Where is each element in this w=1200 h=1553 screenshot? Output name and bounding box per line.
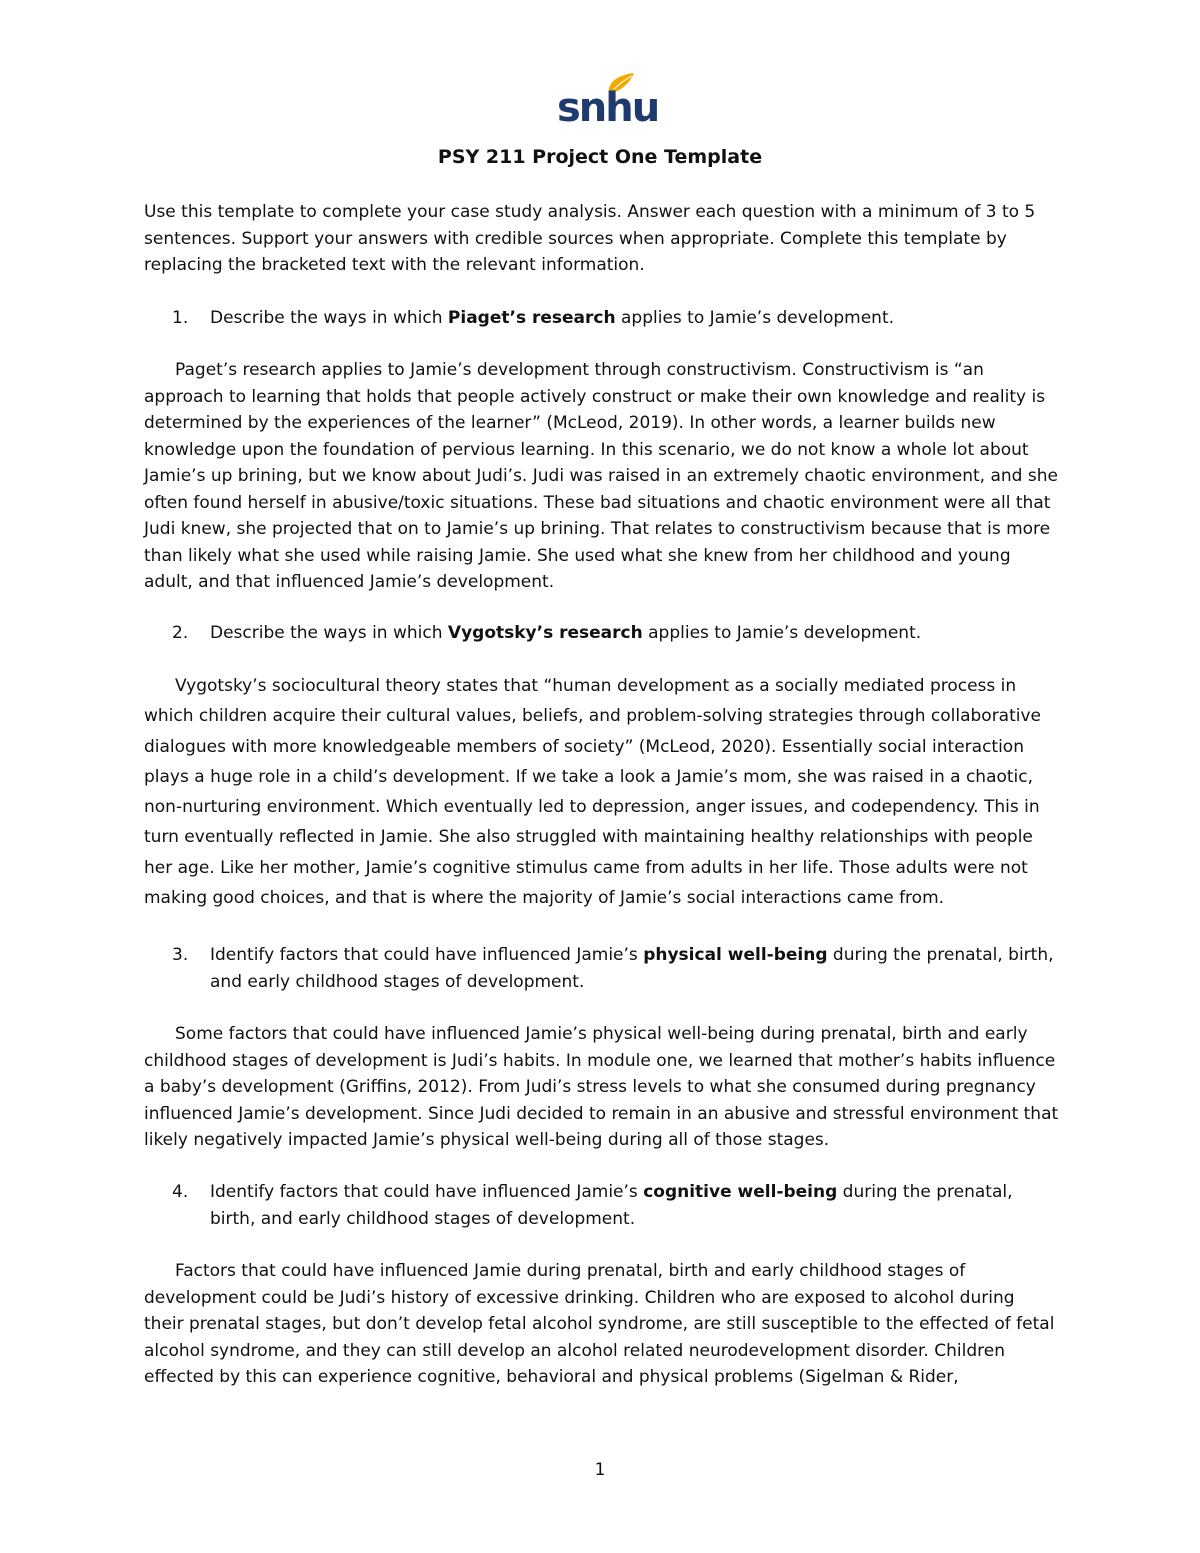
question-keyword: Piaget’s research xyxy=(447,308,616,328)
answer-2: Vygotsky’s sociocultural theory states that “human development as a socially mediated process in which children acquire their cultural values, beliefs, and problem-solving strategies through collaborative dialogues with more knowledgeable members of society” (McLeod, 2020). Essentially social interaction plays a huge role in a child’s development. If we take a look a Jamie’s mom, she was raised in a chaotic, non-nurturing environment. Which eventually led to depression, anger issues, and codependency. This in turn eventually reflected in Jamie. She also struggled with maintaining healthy relationships with people her age. Like her mother, Jamie’s cognitive stimulus came from adults in her life. Those adults were not making good choices, and that is where the majority of Jamie’s social interactions came from. xyxy=(144,676,1042,909)
question-number: 4. xyxy=(172,1182,189,1202)
logo-wordmark: snhu xyxy=(557,85,659,131)
answer-3: Some factors that could have influenced Jamie’s physical well-being during prenatal, birth and early childhood stages of development is Judi’s habits. In module one, we learned that mother’s habits influence a baby’s development (Griffins, 2012). From Judi’s stress levels to what she consumed during pregnancy influenced Jamie’s development. Since Judi decided to remain in an abusive and stressful environment that likely negatively impacted Jamie’s physical well-being during all of those stages. xyxy=(144,1024,1059,1150)
question-text: Describe the ways in which Piaget’s research applies to Jamie’s development. xyxy=(210,308,895,328)
question-text: Describe the ways in which Vygotsky’s research applies to Jamie’s development. xyxy=(210,623,922,643)
question-number: 1. xyxy=(172,308,189,328)
page-title: PSY 211 Project One Template xyxy=(437,146,763,168)
question-number: 2. xyxy=(172,623,189,643)
question-text: Identify factors that could have influenced Jamie’s cognitive well-being during the prenatal, birth, and early childhood stages of development. xyxy=(210,1182,1013,1229)
question-text: Identify factors that could have influenced Jamie’s physical well-being during the prenatal, birth, and early childhood stages of development. xyxy=(210,945,1054,992)
page-number: 1 xyxy=(594,1460,606,1480)
snhu-logo xyxy=(552,72,659,136)
question-3 xyxy=(144,942,1059,995)
question-keyword: Vygotsky’s research xyxy=(447,623,643,643)
question-number: 3. xyxy=(172,945,189,965)
question-4 xyxy=(144,1179,1059,1232)
answer-4: Factors that could have influenced Jamie during prenatal, birth and early childhood stages of development could be Judi’s history of excessive drinking. Children who are exposed to alcohol during their prenatal stages, but don’t develop fetal alcohol syndrome, are still susceptible to the effected of fetal alcohol syndrome, and they can still develop an alcohol related neurodevelopment disorder. Children effected by this can experience cognitive, behavioral and physical problems (Sigelman & Rider, xyxy=(144,1261,1055,1387)
intro-paragraph: Use this template to complete your case study analysis. Answer each question with a minimum of 3 to 5 sentences. Support your answers with credible sources when appropriate. Complete this template by replacing the bracketed text with the relevant information. xyxy=(144,202,1036,275)
question-2 xyxy=(144,620,1059,647)
answer-1: Paget’s research applies to Jamie’s development through constructivism. Constructivism is “an approach to learning that holds that people actively construct or make their own knowledge and reality is determined by the experiences of the learner” (McLeod, 2019). In other words, a learner builds new knowledge upon the foundation of pervious learning. In this scenario, we do not know a whole lot about Jamie’s up brining, but we know about Judi’s. Judi was raised in an extremely chaotic environment, and she often found herself in abusive/toxic situations. These bad situations and chaotic environment were all that Judi knew, she projected that on to Jamie’s up brining. That relates to constructivism because that is more than likely what she used while raising Jamie. She used what she knew from her childhood and young adult, and that influenced Jamie’s development. xyxy=(144,360,1058,592)
question-keyword: cognitive well-being xyxy=(643,1182,838,1202)
question-keyword: physical well-being xyxy=(643,945,828,965)
question-1 xyxy=(144,305,1059,332)
